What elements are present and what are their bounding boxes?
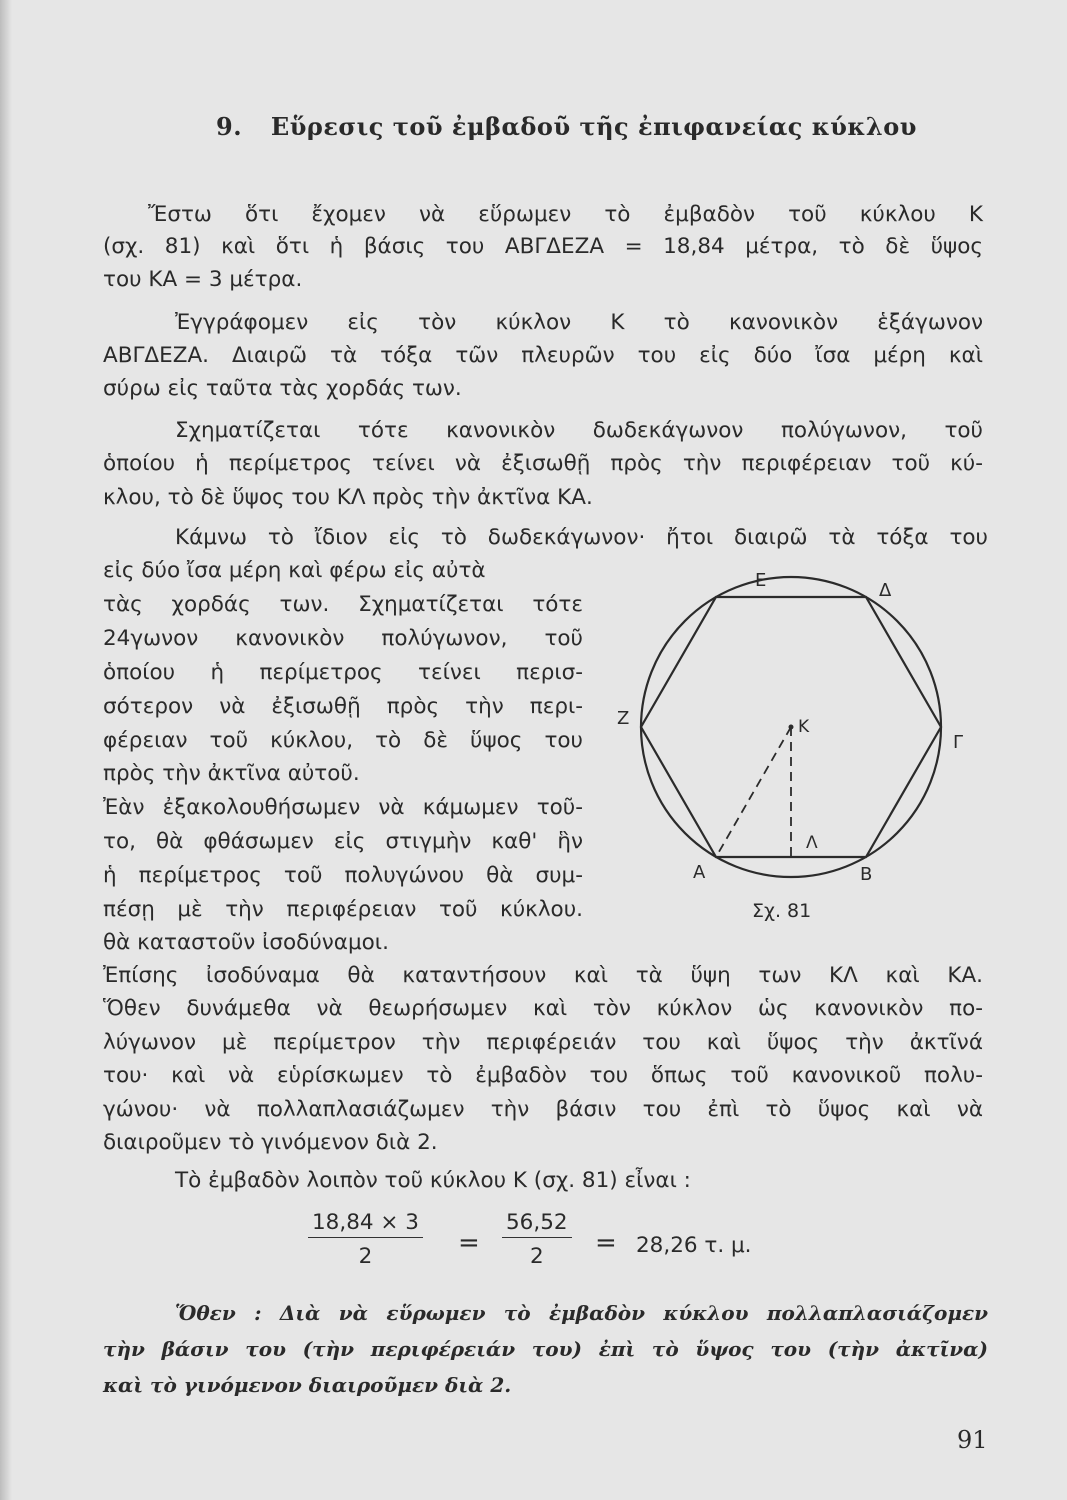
- paragraph-line: του ΚΑ = 3 μέτρα.: [103, 267, 303, 292]
- label-L: Λ: [806, 833, 818, 853]
- paragraph-line: Ἐὰν ἐξακολουθήσωμεν νὰ κάμωμεν τοῦ-: [103, 795, 583, 820]
- paragraph-line: το, θὰ φθάσωμεν εἰς στιγμὴν καθ' ἣν: [103, 829, 583, 854]
- paragraph-line: γώνου· νὰ πολλαπλασιάζωμεν τὴν βάσιν του ἐπὶ τὸ ὕψος καὶ νὰ: [103, 1097, 983, 1122]
- figure-caption: Σχ. 81: [752, 900, 812, 922]
- paragraph-line: ὁποίου ἡ περίμετρος τείνει περισ-: [103, 660, 583, 685]
- rule-line: Ὅθεν : Διὰ νὰ εὕρωμεν τὸ ἐμβαδὸν κύκλου πολλαπλασιάζομεν: [175, 1301, 988, 1325]
- paragraph-line: Κάμνω τὸ ἴδιον εἰς τὸ δωδεκάγωνον· ἤτοι διαιρῶ τὰ τόξα του: [175, 525, 988, 550]
- paragraph-line: Ἔστω ὅτι ἔχομεν νὰ εὕρωμεν τὸ ἐμβαδὸν τοῦ κύκλου Κ: [148, 202, 983, 227]
- paragraph-line: ὁποίου ἡ περίμετρος τείνει νὰ ἐξισωθῇ πρὸς τὴν περιφέρειαν τοῦ κύ-: [103, 451, 983, 476]
- paragraph-line: 24γωνον κανονικὸν πολύγωνον, τοῦ: [103, 626, 583, 651]
- paragraph-line: Ἐγγράφομεν εἰς τὸν κύκλον Κ τὸ κανονικὸν ἑξάγωνον: [175, 310, 983, 335]
- paragraph-line: φέρειαν τοῦ κύκλου, τὸ δὲ ὕψος του: [103, 728, 583, 753]
- paragraph-line: σότερον νὰ ἐξισωθῇ πρὸς τὴν περι-: [103, 694, 583, 719]
- paragraph-line: πέσῃ μὲ τὴν περιφέρειαν τοῦ κύκλου.: [103, 897, 583, 922]
- paragraph-line: τὰς χορδάς των. Σχηματίζεται τότε: [103, 592, 583, 617]
- denominator-1: 2: [358, 1244, 373, 1269]
- label-A: Α: [693, 862, 706, 883]
- label-E: Ε: [755, 570, 767, 591]
- equals-sign-1: =: [458, 1228, 480, 1258]
- paragraph-line: (σχ. 81) καὶ ὅτι ἡ βάσις του ΑΒΓΔΕΖΑ = 18,84 μέτρα, τὸ δὲ ὕψος: [103, 234, 983, 259]
- denominator-2: 2: [529, 1244, 544, 1269]
- paragraph-line: κλου, τὸ δὲ ὕψος του ΚΛ πρὸς τὴν ἀκτῖνα ΚΑ.: [103, 485, 593, 510]
- paragraph-line: Ὅθεν δυνάμεθα νὰ θεωρήσωμεν καὶ τὸν κύκλον ὡς κανονικὸν πο-: [103, 996, 983, 1021]
- section-heading: [216, 112, 936, 141]
- paragraph-line: Τὸ ἐμβαδὸν λοιπὸν τοῦ κύκλου Κ (σχ. 81) εἶναι :: [175, 1168, 691, 1193]
- formula-result: 28,26 τ. μ.: [636, 1233, 752, 1258]
- radius-KA: [716, 727, 791, 857]
- paragraph-line: θὰ καταστοῦν ἰσοδύναμοι.: [103, 930, 389, 955]
- fraction-2: [502, 1210, 572, 1269]
- label-D: Δ: [879, 580, 892, 601]
- paragraph-line: διαιροῦμεν τὸ γινόμενον διὰ 2.: [103, 1130, 438, 1155]
- paragraph-line: Σχηματίζεται τότε κανονικὸν δωδεκάγωνον πολύγωνον, τοῦ: [175, 418, 983, 443]
- figure-81: [600, 560, 980, 890]
- paragraph-line: του· καὶ νὰ εὑρίσκωμεν τὸ ἐμβαδὸν του ὅπως τοῦ κανονικοῦ πολυ-: [103, 1063, 983, 1088]
- numerator-1: 18,84 × 3: [308, 1210, 423, 1238]
- paragraph-line: εἰς δύο ἴσα μέρη καὶ φέρω εἰς αὐτὰ: [103, 558, 486, 583]
- rule-line: καὶ τὸ γινόμενον διαιροῦμεν διὰ 2.: [103, 1373, 512, 1397]
- equals-sign-2: =: [595, 1228, 617, 1258]
- paragraph-line: ΑΒΓΔΕΖΑ. Διαιρῶ τὰ τόξα τῶν πλευρῶν του εἰς δύο ἴσα μέρη καὶ: [103, 343, 983, 368]
- rule-line: τὴν βάσιν του (τὴν περιφέρειάν του) ἐπὶ τὸ ὕψος του (τὴν ἀκτῖνα): [103, 1337, 988, 1361]
- label-Z: Ζ: [617, 708, 630, 729]
- label-G: Γ: [953, 732, 964, 753]
- paragraph-line: πρὸς τὴν ἀκτῖνα αὐτοῦ.: [103, 761, 360, 786]
- center-point: [789, 725, 794, 730]
- label-B: Β: [860, 864, 873, 885]
- fraction-1: [308, 1210, 423, 1269]
- paragraph-line: Ἐπίσης ἰσοδύναμα θὰ καταντήσουν καὶ τὰ ὕψη των ΚΛ καὶ ΚΑ.: [103, 963, 983, 988]
- paragraph-line: ἡ περίμετρος τοῦ πολυγώνου θὰ συμ-: [103, 863, 583, 888]
- numerator-2: 56,52: [502, 1210, 572, 1238]
- page-edge: [0, 0, 12, 1500]
- section-title: Εὕρεσις τοῦ ἐμβαδοῦ τῆς ἐπιφανείας κύκλου: [270, 112, 917, 141]
- paragraph-line: λύγωνον μὲ περίμετρον τὴν περιφέρειάν του καὶ ὕψος τὴν ἀκτῖνά: [103, 1030, 983, 1055]
- label-K: Κ: [798, 717, 810, 737]
- page-number: 91: [957, 1426, 988, 1454]
- section-number: 9.: [216, 112, 243, 141]
- paragraph-line: σύρω εἰς ταῦτα τὰς χορδάς των.: [103, 376, 462, 401]
